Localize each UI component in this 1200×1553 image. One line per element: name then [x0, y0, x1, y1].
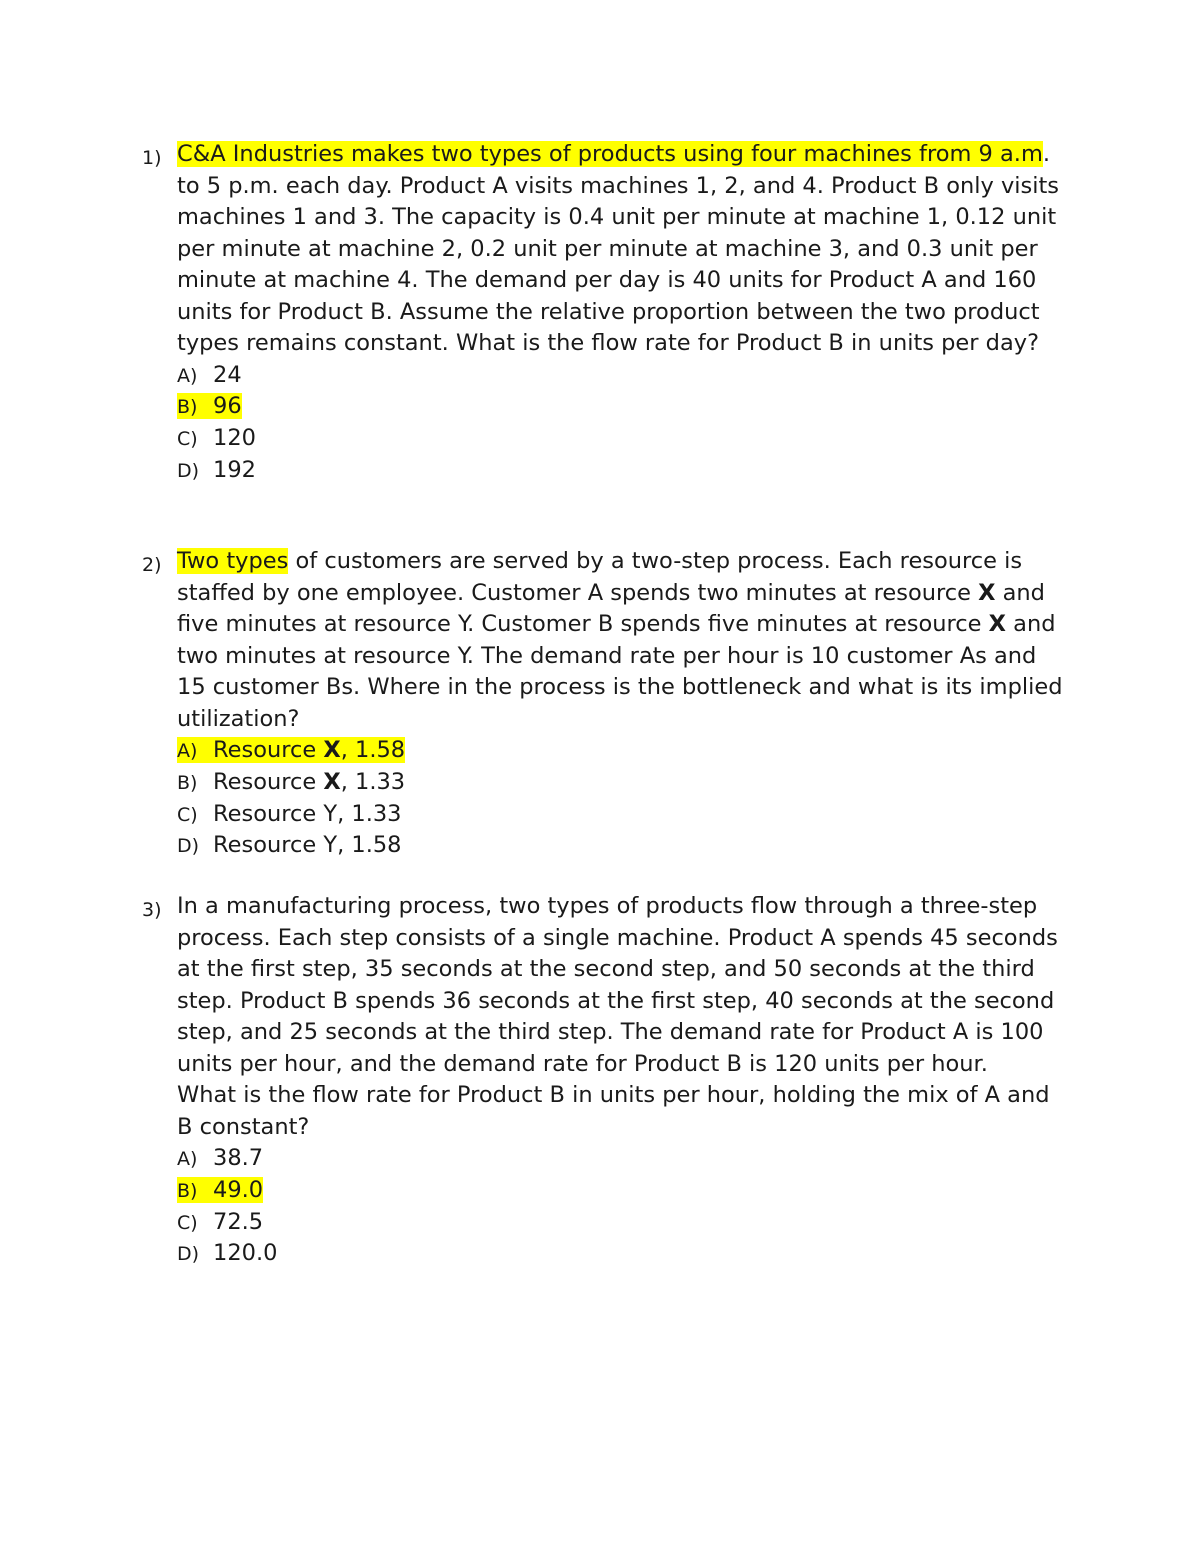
question-text: In a manufacturing process, two types of products flow through a three-step process. Each step consists of a single machine. Product A spends 45 seconds at the first step, 35 seconds at the second step, and 50 seconds at the third step. Product B spends 36 seconds at the first step, 40 seconds at the second step, and 25 seconds at the third step. The demand rate for Product A is 100 units per hour, and the demand rate for Product B is 120 units per hour. — [177, 893, 1058, 1077]
question-text-part: and five minutes at resource Y. Customer B spends five minutes at resource — [177, 579, 1045, 637]
option-letter: A) — [177, 1148, 198, 1170]
option-bold: X — [323, 768, 341, 795]
option-text: Resource — [213, 768, 324, 795]
option-text: Resource Y, 1.58 — [213, 832, 402, 859]
question-number: 1) — [142, 147, 162, 169]
option-text: 24 — [213, 361, 242, 388]
option-b-correct — [177, 391, 1072, 423]
option-text: 49.0 — [213, 1176, 264, 1203]
question-text-rest: . to 5 p.m. each day. Product A visits machines 1, 2, and 4. Product B only visits machines 1 and 3. The capacity is 0.4 unit per minute at machine 1, 0.12 unit per minute at machine 2, 0.2 unit per minute at machine 3, and 0.3 unit per minute at machine 4. The demand per day is 40 units for Product A and 160 units for Product B. Assume the relative proportion between the two product types remains constant. What is the flow rate for Product B in units per day? — [177, 141, 1060, 356]
answer-options — [142, 735, 1072, 862]
bold-resource-label: X — [988, 611, 1007, 637]
option-text-post: , 1.58 — [340, 737, 406, 763]
answer-highlight — [177, 737, 405, 763]
question-body — [177, 546, 1072, 735]
question-1 — [142, 139, 1072, 487]
option-a-correct — [177, 735, 1072, 767]
question-number: 3) — [142, 899, 162, 921]
question-text-part: and two minutes at resource Y. The demand rate per hour is 10 customer As and 15 customer Bs. Where in the process is the bottleneck and what is its implied utilization? — [177, 611, 1063, 732]
option-letter: A) — [177, 740, 198, 762]
highlighted-text: Two types — [177, 548, 289, 574]
option-b — [177, 767, 1072, 799]
option-d — [177, 830, 1072, 862]
answer-options — [142, 360, 1072, 487]
question-3 — [142, 891, 1072, 1270]
bold-resource-label: X — [978, 579, 996, 606]
option-letter: C) — [177, 1211, 198, 1234]
option-text: 120.0 — [213, 1240, 278, 1267]
option-letter: C) — [177, 428, 198, 451]
option-b-correct — [177, 1175, 1072, 1207]
highlighted-text: C&A Industries makes two types of products using four machines from 9 a.m — [177, 141, 1043, 167]
question-number: 2) — [142, 554, 162, 576]
option-letter: A) — [177, 364, 198, 387]
option-text: 192 — [213, 456, 256, 483]
question-2 — [142, 546, 1072, 862]
question-body — [177, 891, 1072, 1143]
option-letter: B) — [177, 396, 198, 419]
option-a — [177, 360, 1072, 392]
answer-highlight — [177, 1177, 263, 1203]
option-bold: X — [323, 737, 341, 763]
option-letter: D) — [177, 1243, 200, 1266]
option-letter: B) — [177, 771, 198, 794]
option-letter: D) — [177, 459, 200, 482]
question-text — [177, 546, 1072, 735]
option-letter: C) — [177, 803, 198, 826]
option-c — [177, 1207, 1072, 1239]
question-text-part: of customers are served by a two-step process. Each resource is staffed by one employee. Customer A spends two minutes at resource — [177, 548, 1023, 606]
option-a — [177, 1143, 1072, 1175]
option-letter: D) — [177, 835, 200, 858]
option-c — [177, 799, 1072, 831]
option-text: 38.7 — [213, 1145, 264, 1171]
answer-options — [142, 1143, 1072, 1270]
option-letter: B) — [177, 1179, 198, 1202]
question-text — [177, 139, 1072, 360]
option-text-post: , 1.33 — [340, 768, 406, 795]
option-text: 120 — [213, 425, 256, 452]
option-c — [177, 423, 1072, 455]
option-d — [177, 455, 1072, 487]
answer-highlight — [177, 393, 242, 419]
question-prompt: What is the flow rate for Product B in units per hour, holding the mix of A and B constant? — [177, 1082, 1050, 1140]
option-text: Resource — [213, 737, 324, 763]
option-text: Resource Y, 1.33 — [213, 800, 402, 827]
question-body — [177, 139, 1072, 360]
option-text: 72.5 — [213, 1208, 264, 1235]
option-text: 96 — [213, 393, 242, 420]
option-d — [177, 1238, 1072, 1270]
